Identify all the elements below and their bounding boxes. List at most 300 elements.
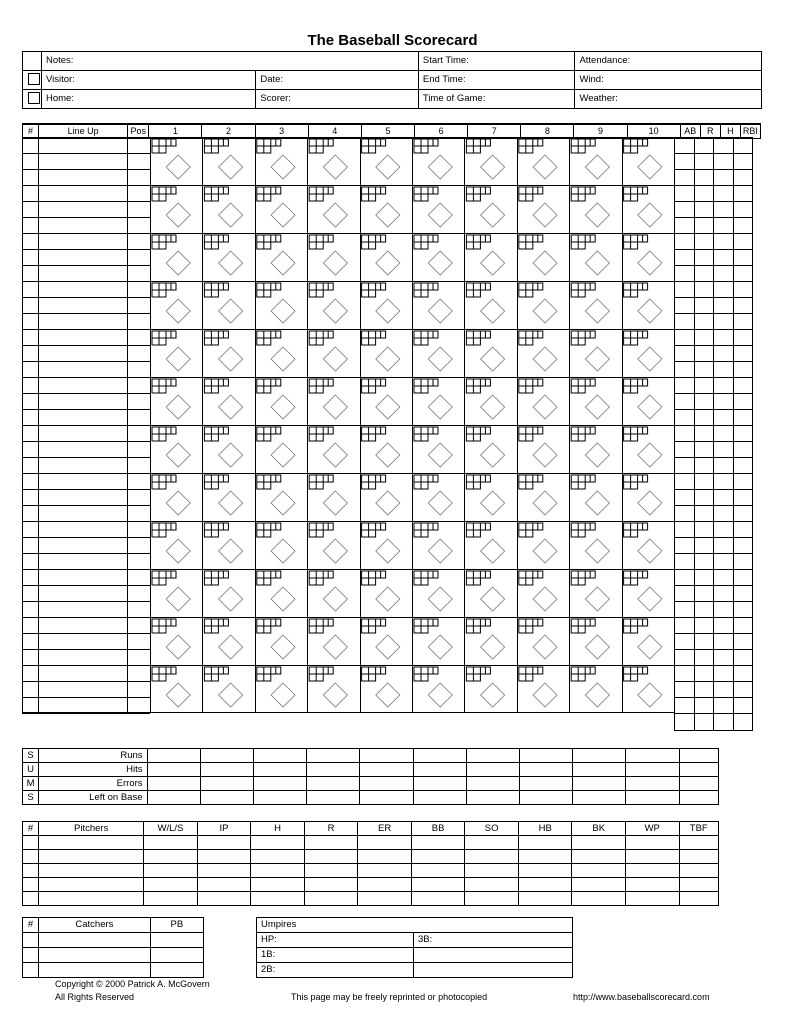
strike-count-box[interactable] — [323, 379, 333, 386]
base-diamond[interactable] — [219, 443, 243, 467]
strike-count-box[interactable] — [428, 187, 438, 194]
strike-count-box[interactable] — [271, 187, 281, 194]
base-diamond[interactable] — [428, 395, 452, 419]
strike-count-box[interactable] — [166, 523, 176, 530]
base-diamond[interactable] — [638, 203, 662, 227]
footer-url[interactable]: http://www.baseballscorecard.com — [573, 992, 710, 1002]
strike-count-box[interactable] — [585, 619, 595, 626]
strike-count-box[interactable] — [638, 667, 648, 674]
strike-count-box[interactable] — [376, 187, 386, 194]
base-diamond[interactable] — [166, 395, 190, 419]
at-bat-cell[interactable] — [204, 139, 242, 179]
at-bat-cell[interactable] — [152, 427, 190, 467]
strike-count-box[interactable] — [638, 235, 648, 242]
base-diamond[interactable] — [585, 299, 609, 323]
strike-count-box[interactable] — [166, 331, 176, 338]
at-bat-cell[interactable] — [309, 523, 347, 563]
base-diamond[interactable] — [481, 395, 505, 419]
base-diamond[interactable] — [376, 299, 400, 323]
at-bat-cell[interactable] — [519, 667, 557, 707]
base-diamond[interactable] — [219, 491, 243, 515]
at-bat-cell[interactable] — [362, 331, 400, 371]
base-diamond[interactable] — [271, 299, 295, 323]
strike-count-box[interactable] — [638, 571, 648, 578]
at-bat-cell[interactable] — [414, 139, 452, 179]
base-diamond[interactable] — [271, 539, 295, 563]
strike-count-box[interactable] — [480, 523, 490, 530]
base-diamond[interactable] — [271, 347, 295, 371]
at-bat-cell[interactable] — [309, 427, 347, 467]
time-of-game-field[interactable]: Time of Game: — [418, 90, 575, 109]
strike-count-box[interactable] — [218, 379, 228, 386]
at-bat-cell[interactable] — [152, 139, 190, 179]
at-bat-cell[interactable] — [152, 235, 190, 275]
at-bat-cell[interactable] — [571, 187, 609, 227]
base-diamond[interactable] — [533, 299, 557, 323]
catcher-row[interactable] — [23, 948, 204, 963]
base-diamond[interactable] — [428, 347, 452, 371]
base-diamond[interactable] — [323, 635, 347, 659]
strike-count-box[interactable] — [585, 331, 595, 338]
base-diamond[interactable] — [376, 683, 400, 707]
strike-count-box[interactable] — [271, 283, 281, 290]
strike-count-box[interactable] — [323, 427, 333, 434]
strike-count-box[interactable] — [271, 523, 281, 530]
strike-count-box[interactable] — [638, 283, 648, 290]
strike-count-box[interactable] — [271, 619, 281, 626]
base-diamond[interactable] — [271, 443, 295, 467]
strike-count-box[interactable] — [376, 235, 386, 242]
strike-count-box[interactable] — [533, 235, 543, 242]
pitcher-row[interactable] — [23, 864, 719, 878]
at-bat-cell[interactable] — [466, 139, 504, 179]
base-diamond[interactable] — [481, 155, 505, 179]
at-bat-cell[interactable] — [309, 379, 347, 419]
base-diamond[interactable] — [428, 299, 452, 323]
at-bat-cell[interactable] — [309, 331, 347, 371]
at-bat-cell[interactable] — [362, 427, 400, 467]
base-diamond[interactable] — [533, 587, 557, 611]
strike-count-box[interactable] — [428, 331, 438, 338]
base-diamond[interactable] — [376, 155, 400, 179]
at-bat-cell[interactable] — [152, 667, 190, 707]
at-bat-cell[interactable] — [519, 283, 557, 323]
catcher-row[interactable] — [23, 933, 204, 948]
strike-count-box[interactable] — [585, 475, 595, 482]
strike-count-box[interactable] — [376, 571, 386, 578]
base-diamond[interactable] — [219, 299, 243, 323]
at-bat-cell[interactable] — [466, 283, 504, 323]
strike-count-box[interactable] — [323, 283, 333, 290]
date-field[interactable]: Date: — [256, 71, 419, 90]
strike-count-box[interactable] — [218, 523, 228, 530]
at-bat-cell[interactable] — [204, 475, 242, 515]
strike-count-box[interactable] — [585, 283, 595, 290]
at-bat-cell[interactable] — [204, 427, 242, 467]
at-bat-cell[interactable] — [414, 331, 452, 371]
base-diamond[interactable] — [585, 539, 609, 563]
strike-count-box[interactable] — [480, 619, 490, 626]
at-bat-cell[interactable] — [519, 427, 557, 467]
base-diamond[interactable] — [323, 491, 347, 515]
base-diamond[interactable] — [428, 635, 452, 659]
strike-count-box[interactable] — [585, 667, 595, 674]
at-bat-cell[interactable] — [466, 331, 504, 371]
base-diamond[interactable] — [481, 203, 505, 227]
base-diamond[interactable] — [481, 635, 505, 659]
at-bat-cell[interactable] — [414, 667, 452, 707]
base-diamond[interactable] — [376, 587, 400, 611]
strike-count-box[interactable] — [638, 187, 648, 194]
base-diamond[interactable] — [638, 443, 662, 467]
at-bat-cell[interactable] — [624, 283, 662, 323]
at-bat-cell[interactable] — [257, 571, 295, 611]
at-bat-cell[interactable] — [152, 379, 190, 419]
strike-count-box[interactable] — [271, 571, 281, 578]
at-bat-cell[interactable] — [571, 427, 609, 467]
strike-count-box[interactable] — [533, 619, 543, 626]
at-bat-cell[interactable] — [571, 571, 609, 611]
strike-count-box[interactable] — [376, 331, 386, 338]
strike-count-box[interactable] — [480, 427, 490, 434]
base-diamond[interactable] — [219, 539, 243, 563]
strike-count-box[interactable] — [271, 379, 281, 386]
at-bat-cell[interactable] — [571, 139, 609, 179]
at-bat-cell[interactable] — [624, 379, 662, 419]
at-bat-cell[interactable] — [571, 523, 609, 563]
base-diamond[interactable] — [585, 203, 609, 227]
at-bat-cell[interactable] — [204, 619, 242, 659]
umpire-hp-field[interactable]: HP: — [257, 933, 414, 948]
base-diamond[interactable] — [428, 251, 452, 275]
at-bat-cell[interactable] — [309, 283, 347, 323]
umpire-3b-field[interactable]: 3B: — [414, 933, 573, 948]
base-diamond[interactable] — [323, 443, 347, 467]
base-diamond[interactable] — [376, 491, 400, 515]
strike-count-box[interactable] — [638, 619, 648, 626]
strike-count-box[interactable] — [218, 235, 228, 242]
at-bat-cell[interactable] — [624, 667, 662, 707]
at-bat-cell[interactable] — [414, 523, 452, 563]
at-bat-cell[interactable] — [152, 475, 190, 515]
at-bat-cell[interactable] — [466, 523, 504, 563]
at-bat-cell[interactable] — [466, 187, 504, 227]
at-bat-cell[interactable] — [257, 283, 295, 323]
strike-count-box[interactable] — [585, 139, 595, 146]
at-bat-cell[interactable] — [362, 619, 400, 659]
at-bat-cell[interactable] — [519, 571, 557, 611]
at-bat-cell[interactable] — [257, 331, 295, 371]
base-diamond[interactable] — [638, 539, 662, 563]
base-diamond[interactable] — [376, 347, 400, 371]
strike-count-box[interactable] — [533, 571, 543, 578]
at-bat-cell[interactable] — [466, 475, 504, 515]
base-diamond[interactable] — [166, 347, 190, 371]
at-bat-cell[interactable] — [571, 667, 609, 707]
at-bat-cell[interactable] — [466, 427, 504, 467]
at-bat-cell[interactable] — [152, 331, 190, 371]
base-diamond[interactable] — [533, 203, 557, 227]
base-diamond[interactable] — [428, 683, 452, 707]
base-diamond[interactable] — [271, 491, 295, 515]
strike-count-box[interactable] — [166, 475, 176, 482]
at-bat-cell[interactable] — [204, 523, 242, 563]
strike-count-box[interactable] — [166, 571, 176, 578]
umpire-2b-field[interactable]: 2B: — [257, 963, 414, 978]
strike-count-box[interactable] — [271, 667, 281, 674]
strike-count-box[interactable] — [533, 523, 543, 530]
base-diamond[interactable] — [166, 539, 190, 563]
base-diamond[interactable] — [533, 539, 557, 563]
base-diamond[interactable] — [585, 635, 609, 659]
at-bat-cell[interactable] — [204, 187, 242, 227]
strike-count-box[interactable] — [376, 139, 386, 146]
base-diamond[interactable] — [481, 587, 505, 611]
at-bat-cell[interactable] — [571, 283, 609, 323]
base-diamond[interactable] — [166, 203, 190, 227]
at-bat-cell[interactable] — [519, 523, 557, 563]
base-diamond[interactable] — [481, 491, 505, 515]
base-diamond[interactable] — [166, 251, 190, 275]
strike-count-box[interactable] — [533, 283, 543, 290]
strike-count-box[interactable] — [428, 427, 438, 434]
strike-count-box[interactable] — [271, 139, 281, 146]
base-diamond[interactable] — [481, 539, 505, 563]
strike-count-box[interactable] — [323, 571, 333, 578]
pitcher-row[interactable] — [23, 850, 719, 864]
base-diamond[interactable] — [376, 203, 400, 227]
strike-count-box[interactable] — [271, 331, 281, 338]
at-bat-cell[interactable] — [624, 331, 662, 371]
base-diamond[interactable] — [585, 347, 609, 371]
strike-count-box[interactable] — [533, 331, 543, 338]
at-bat-cell[interactable] — [414, 571, 452, 611]
base-diamond[interactable] — [585, 587, 609, 611]
at-bat-cell[interactable] — [571, 331, 609, 371]
strike-count-box[interactable] — [638, 523, 648, 530]
at-bat-cell[interactable] — [414, 427, 452, 467]
strike-count-box[interactable] — [428, 379, 438, 386]
base-diamond[interactable] — [219, 251, 243, 275]
attendance-field[interactable]: Attendance: — [575, 52, 762, 71]
at-bat-cell[interactable] — [414, 283, 452, 323]
base-diamond[interactable] — [376, 635, 400, 659]
strike-count-box[interactable] — [533, 667, 543, 674]
at-bat-cell[interactable] — [152, 571, 190, 611]
strike-count-box[interactable] — [166, 139, 176, 146]
strike-count-box[interactable] — [166, 427, 176, 434]
notes-field[interactable]: Notes: — [41, 52, 418, 71]
at-bat-cell[interactable] — [519, 139, 557, 179]
at-bat-cell[interactable] — [414, 379, 452, 419]
at-bat-cell[interactable] — [414, 619, 452, 659]
strike-count-box[interactable] — [323, 523, 333, 530]
strike-count-box[interactable] — [533, 139, 543, 146]
base-diamond[interactable] — [481, 251, 505, 275]
at-bat-cell[interactable] — [362, 571, 400, 611]
at-bat-cell[interactable] — [362, 523, 400, 563]
base-diamond[interactable] — [638, 395, 662, 419]
strike-count-box[interactable] — [376, 427, 386, 434]
at-bat-cell[interactable] — [362, 667, 400, 707]
strike-count-box[interactable] — [323, 187, 333, 194]
strike-count-box[interactable] — [166, 187, 176, 194]
strike-count-box[interactable] — [638, 427, 648, 434]
strike-count-box[interactable] — [638, 331, 648, 338]
base-diamond[interactable] — [428, 155, 452, 179]
base-diamond[interactable] — [166, 635, 190, 659]
base-diamond[interactable] — [271, 251, 295, 275]
strike-count-box[interactable] — [376, 283, 386, 290]
base-diamond[interactable] — [323, 395, 347, 419]
scorer-field[interactable]: Scorer: — [256, 90, 419, 109]
strike-count-box[interactable] — [638, 475, 648, 482]
base-diamond[interactable] — [638, 683, 662, 707]
strike-count-box[interactable] — [218, 667, 228, 674]
strike-count-box[interactable] — [585, 235, 595, 242]
base-diamond[interactable] — [323, 587, 347, 611]
strike-count-box[interactable] — [480, 331, 490, 338]
at-bat-cell[interactable] — [414, 475, 452, 515]
at-bat-cell[interactable] — [466, 235, 504, 275]
at-bat-cell[interactable] — [362, 283, 400, 323]
base-diamond[interactable] — [533, 347, 557, 371]
base-diamond[interactable] — [271, 635, 295, 659]
base-diamond[interactable] — [376, 395, 400, 419]
base-diamond[interactable] — [585, 443, 609, 467]
at-bat-cell[interactable] — [624, 475, 662, 515]
at-bat-cell[interactable] — [362, 379, 400, 419]
strike-count-box[interactable] — [218, 331, 228, 338]
strike-count-box[interactable] — [166, 619, 176, 626]
at-bat-cell[interactable] — [362, 475, 400, 515]
strike-count-box[interactable] — [166, 235, 176, 242]
base-diamond[interactable] — [376, 251, 400, 275]
base-diamond[interactable] — [376, 539, 400, 563]
strike-count-box[interactable] — [480, 283, 490, 290]
at-bat-cell[interactable] — [571, 379, 609, 419]
at-bat-cell[interactable] — [571, 619, 609, 659]
at-bat-cell[interactable] — [309, 619, 347, 659]
base-diamond[interactable] — [533, 635, 557, 659]
at-bat-cell[interactable] — [624, 427, 662, 467]
base-diamond[interactable] — [219, 203, 243, 227]
base-diamond[interactable] — [323, 203, 347, 227]
at-bat-cell[interactable] — [414, 187, 452, 227]
at-bat-cell[interactable] — [204, 667, 242, 707]
strike-count-box[interactable] — [323, 331, 333, 338]
base-diamond[interactable] — [166, 683, 190, 707]
base-diamond[interactable] — [323, 539, 347, 563]
base-diamond[interactable] — [323, 155, 347, 179]
at-bat-cell[interactable] — [204, 379, 242, 419]
base-diamond[interactable] — [166, 587, 190, 611]
base-diamond[interactable] — [533, 155, 557, 179]
at-bat-cell[interactable] — [362, 187, 400, 227]
base-diamond[interactable] — [638, 299, 662, 323]
visitor-field[interactable]: Visitor: — [41, 71, 255, 90]
strike-count-box[interactable] — [585, 379, 595, 386]
at-bat-cell[interactable] — [257, 235, 295, 275]
strike-count-box[interactable] — [166, 667, 176, 674]
strike-count-box[interactable] — [533, 379, 543, 386]
base-diamond[interactable] — [585, 491, 609, 515]
at-bat-cell[interactable] — [204, 235, 242, 275]
start-time-field[interactable]: Start Time: — [418, 52, 575, 71]
strike-count-box[interactable] — [218, 571, 228, 578]
at-bat-cell[interactable] — [309, 187, 347, 227]
strike-count-box[interactable] — [271, 475, 281, 482]
at-bat-cell[interactable] — [519, 379, 557, 419]
at-bat-cell[interactable] — [519, 475, 557, 515]
home-field[interactable]: Home: — [41, 90, 255, 109]
strike-count-box[interactable] — [218, 475, 228, 482]
base-diamond[interactable] — [219, 587, 243, 611]
at-bat-cell[interactable] — [362, 235, 400, 275]
base-diamond[interactable] — [323, 347, 347, 371]
at-bat-cell[interactable] — [519, 331, 557, 371]
strike-count-box[interactable] — [428, 235, 438, 242]
weather-field[interactable]: Weather: — [575, 90, 762, 109]
base-diamond[interactable] — [219, 347, 243, 371]
strike-count-box[interactable] — [376, 475, 386, 482]
base-diamond[interactable] — [481, 443, 505, 467]
strike-count-box[interactable] — [218, 139, 228, 146]
strike-count-box[interactable] — [585, 427, 595, 434]
base-diamond[interactable] — [638, 587, 662, 611]
at-bat-cell[interactable] — [257, 139, 295, 179]
base-diamond[interactable] — [533, 443, 557, 467]
base-diamond[interactable] — [585, 251, 609, 275]
at-bat-cell[interactable] — [519, 235, 557, 275]
strike-count-box[interactable] — [376, 667, 386, 674]
at-bat-cell[interactable] — [257, 475, 295, 515]
base-diamond[interactable] — [219, 395, 243, 419]
base-diamond[interactable] — [271, 683, 295, 707]
at-bat-cell[interactable] — [204, 331, 242, 371]
strike-count-box[interactable] — [323, 475, 333, 482]
at-bat-cell[interactable] — [519, 187, 557, 227]
at-bat-cell[interactable] — [624, 139, 662, 179]
strike-count-box[interactable] — [533, 475, 543, 482]
pitcher-row[interactable] — [23, 836, 719, 850]
at-bat-cell[interactable] — [257, 523, 295, 563]
base-diamond[interactable] — [166, 155, 190, 179]
strike-count-box[interactable] — [376, 523, 386, 530]
at-bat-cell[interactable] — [466, 379, 504, 419]
at-bat-cell[interactable] — [519, 619, 557, 659]
pitcher-row[interactable] — [23, 878, 719, 892]
base-diamond[interactable] — [585, 155, 609, 179]
wind-field[interactable]: Wind: — [575, 71, 762, 90]
strike-count-box[interactable] — [323, 139, 333, 146]
end-time-field[interactable]: End Time: — [418, 71, 575, 90]
strike-count-box[interactable] — [428, 475, 438, 482]
base-diamond[interactable] — [166, 491, 190, 515]
at-bat-cell[interactable] — [571, 235, 609, 275]
at-bat-cell[interactable] — [257, 427, 295, 467]
strike-count-box[interactable] — [638, 139, 648, 146]
strike-count-box[interactable] — [218, 619, 228, 626]
base-diamond[interactable] — [323, 299, 347, 323]
strike-count-box[interactable] — [376, 619, 386, 626]
strike-count-box[interactable] — [533, 187, 543, 194]
strike-count-box[interactable] — [218, 283, 228, 290]
at-bat-cell[interactable] — [257, 187, 295, 227]
catcher-row[interactable] — [23, 963, 204, 978]
base-diamond[interactable] — [481, 347, 505, 371]
strike-count-box[interactable] — [428, 667, 438, 674]
